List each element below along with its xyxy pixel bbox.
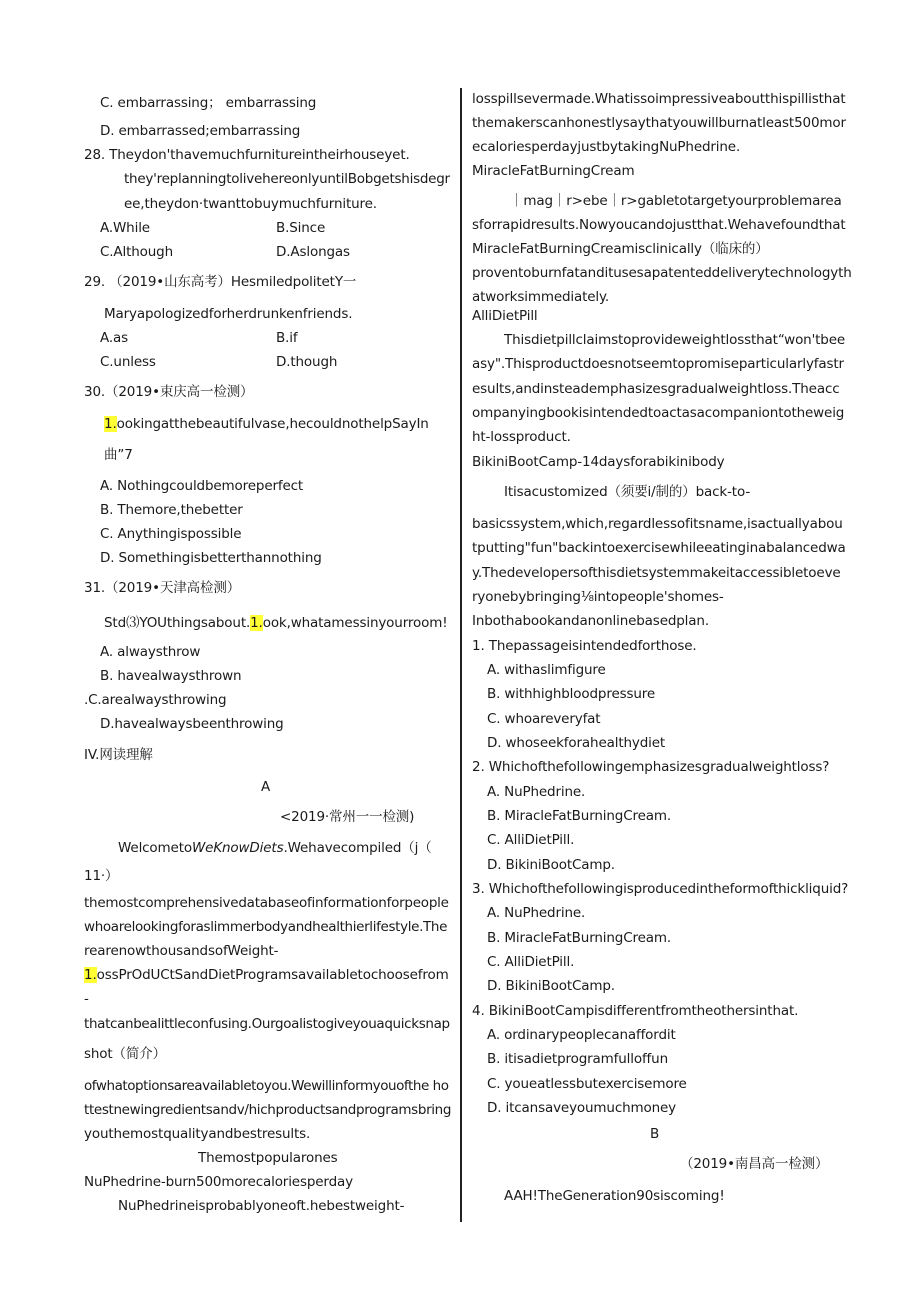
passage-a-line: esults,andinsteademphasizesgradualweightloss.Theacc <box>472 381 840 397</box>
highlight-mark: 1. <box>104 416 117 432</box>
q31-stem-post: ook,whatamessinyourroom! <box>262 615 448 631</box>
question-1-option-c: C. whoareveryfat <box>487 711 601 727</box>
passage-b-line: AAH!TheGeneration90siscoming! <box>504 1188 725 1204</box>
q31-option-c: .C.arealwaysthrowing <box>84 692 227 708</box>
subheading: Themostpopularones <box>198 1150 338 1166</box>
q29-option-d: D.though <box>276 354 338 370</box>
passage-a-line <box>118 839 432 857</box>
passage-a-line: Inbothabookandanonlinebasedplan. <box>472 613 709 629</box>
passage-a-line: y.Thedevelopersofthisdietsystemmakeitaccessibletoeve <box>472 565 841 581</box>
passage-a-line: ompanyingbookisintendedtoactasacompaniontotheweig <box>472 405 845 421</box>
question-1-option-b: B. withhighbloodpressure <box>487 686 656 702</box>
product-title: NuPhedrine-burn500morecaloriesperday <box>84 1174 353 1190</box>
passage-a-text: Welcometo <box>118 840 192 856</box>
passage-a-text: .Wehavecompiled（j（ <box>283 840 432 856</box>
q28-option-d: D.Aslongas <box>276 244 350 260</box>
question-4: 4. BikiniBootCampisdifferentfromtheothersinthat. <box>472 1003 799 1019</box>
column-divider <box>460 88 462 1222</box>
passage-a-line: sforrapidresults.Nowyoucandojustthat.Wehavefoundthat <box>472 217 846 233</box>
passage-a-line: atworksimmediately. <box>472 289 610 305</box>
q30-option-b: B. Themore,thebetter <box>100 502 243 518</box>
passage-a-line: rearenowthousandsofWeight- <box>84 943 279 959</box>
highlight-mark: 1. <box>84 967 97 983</box>
passage-a-line: asy".Thisproductdoesnotseemtopromiseparticularlyfastr <box>472 356 844 372</box>
passage-a-line: ht-lossproduct. <box>472 429 571 445</box>
passage-a-line: - <box>84 991 89 1007</box>
product-title: MiracleFatBurningCream <box>472 163 635 179</box>
product-title: AlliDietPill <box>472 308 538 324</box>
passage-a-line: youthemostqualityandbestresults. <box>84 1126 311 1142</box>
passage-a-line: ryonebybringing⅛intopeople'shomes- <box>472 589 724 605</box>
passage-a-line: 11·） <box>84 868 119 884</box>
passage-a-line: ecaloriesperdayjustbytakingNuPhedrine. <box>472 139 741 155</box>
question-1: 1. Thepassageisintendedforthose. <box>472 638 697 654</box>
passage-a-line: ｜mag｜r>ebe｜r>gabletotargetyourproblemarea <box>510 193 842 209</box>
question-3: 3. Whichofthefollowingisproducedintheformofthickliquid? <box>472 881 849 897</box>
q30-stem <box>104 415 429 433</box>
passage-a-line: thatcanbealittleconfusing.Ourgoalistogiveyouaquicksnap <box>84 1016 450 1032</box>
question-2: 2. Whichofthefollowingemphasizesgradualweightloss? <box>472 759 830 775</box>
passage-a-line: themostcomprehensivedatabaseofinformationforpeople <box>84 895 449 911</box>
passage-b-source: （2019•南昌高一检测） <box>680 1156 829 1172</box>
q31-option-d: D.havealwaysbeenthrowing <box>100 716 284 732</box>
q29-stem-line2: Maryapologizedforherdrunkenfriends. <box>104 306 353 322</box>
question-3-option-c: C. AlliDietPill. <box>487 954 575 970</box>
question-2-option-b: B. MiracleFatBurningCream. <box>487 808 671 824</box>
q31-stem <box>104 614 447 632</box>
question-3-option-b: B. MiracleFatBurningCream. <box>487 930 671 946</box>
product-title: BikiniBootCamp-14daysforabikinibody <box>472 454 725 470</box>
passage-a-line: themakerscanhonestlysaythatyouwillburnatleast500mor <box>472 115 846 131</box>
q27-option-c: C. embarrassing； embarrassing <box>100 95 317 111</box>
passage-a-line: ofwhatoptionsareavailabletoyou.Wewillinformyouofthe ho <box>84 1078 449 1094</box>
q30-heading: 30.（2019•束庆高一检测） <box>84 384 254 400</box>
question-4-option-d: D. itcansaveyoumuchmoney <box>487 1100 677 1116</box>
passage-a-line: whoarelookingforaslimmerbodyandhealthierlifestyle.The <box>84 919 448 935</box>
section-heading: IV.网读理解 <box>84 747 153 763</box>
passage-a-line: Thisdietpillclaimstoprovideweightlossthat“won'tbee <box>504 332 846 348</box>
passage-a-line <box>84 966 449 984</box>
passage-a-line: losspillsevermade.Whatissoimpressiveaboutthispillisthat <box>472 91 846 107</box>
passage-a-line: ttestnewingredientsandv/hichproductsandprogramsbring <box>84 1102 452 1118</box>
site-name: WeKnowDiets <box>191 840 284 856</box>
q30-stem-line2: 曲”7 <box>104 447 133 463</box>
passage-a-text: ossPrOdUCtSandDietProgramsavailabletochoosefrom <box>96 967 449 983</box>
passage-a-line: shot（简介） <box>84 1046 166 1062</box>
passage-a-line: Itisacustomized（须要i/制的）back-to- <box>504 484 751 500</box>
question-3-option-d: D. BikiniBootCamp. <box>487 978 615 994</box>
passage-a-line: MiracleFatBurningCreamisclinically（临床的） <box>472 241 769 257</box>
q28-option-b: B.Since <box>276 220 326 236</box>
q30-stem-text: ookingatthebeautifulvase,hecouldnothelpSayIn <box>116 416 429 432</box>
question-1-option-d: D. whoseekforahealthydiet <box>487 735 666 751</box>
q28-stem-line3: ee,theydon·twanttobuymuchfurniture. <box>124 196 377 212</box>
passage-a-line: NuPhedrineisprobablyoneoft.hebestweight- <box>118 1198 405 1214</box>
question-1-option-a: A. withaslimfigure <box>487 662 606 678</box>
question-4-option-b: B. itisadietprogramfulloffun <box>487 1051 668 1067</box>
q28-stem: 28. Theydon'thavemuchfurnitureintheirhouseyet. <box>84 147 410 163</box>
question-4-option-c: C. youeatlessbutexercisemore <box>487 1076 687 1092</box>
question-2-option-a: A. NuPhedrine. <box>487 784 586 800</box>
q30-option-d: D. Somethingisbetterthannothing <box>100 550 322 566</box>
q29-option-c: C.unless <box>100 354 156 370</box>
q29-option-a: A.as <box>100 330 128 346</box>
q30-option-c: C. Anythingispossible <box>100 526 242 542</box>
passage-a-label: A <box>261 779 271 795</box>
q29-stem: 29. （2019•山东高考）HesmiledpolitetY一 <box>84 274 357 290</box>
passage-a-source: <2019·常州一一检测) <box>280 809 415 825</box>
q31-stem-pre: Std⑶YOUthingsabout. <box>104 615 251 631</box>
q31-heading: 31.（2019•天津高检测） <box>84 580 241 596</box>
passage-a-line: basicssystem,which,regardlessofitsname,isactuallyabou <box>472 516 843 532</box>
q28-stem-line2: they'replanningtolivehereonlyuntilBobgetshisdegr <box>124 171 450 187</box>
passage-a-line: proventoburnfatanditusesapatenteddeliverytechnologyth <box>472 265 852 281</box>
question-2-option-c: C. AlliDietPill. <box>487 832 575 848</box>
passage-a-line: tputting"fun"backintoexercisewhileeatinginabalancedwa <box>472 540 846 556</box>
question-4-option-a: A. ordinarypeoplecanaffordit <box>487 1027 676 1043</box>
question-3-option-a: A. NuPhedrine. <box>487 905 586 921</box>
q28-option-a: A.While <box>100 220 150 236</box>
q30-option-a: A. Nothingcouldbemoreperfect <box>100 478 304 494</box>
passage-b-label: B <box>650 1126 660 1142</box>
q31-option-b: B. havealwaysthrown <box>100 668 242 684</box>
q28-option-c: C.Although <box>100 244 173 260</box>
q27-option-d: D. embarrassed;embarrassing <box>100 123 301 139</box>
highlight-mark: 1. <box>250 615 263 631</box>
q31-option-a: A. alwaysthrow <box>100 644 201 660</box>
question-2-option-d: D. BikiniBootCamp. <box>487 857 615 873</box>
q29-option-b: B.if <box>276 330 298 346</box>
